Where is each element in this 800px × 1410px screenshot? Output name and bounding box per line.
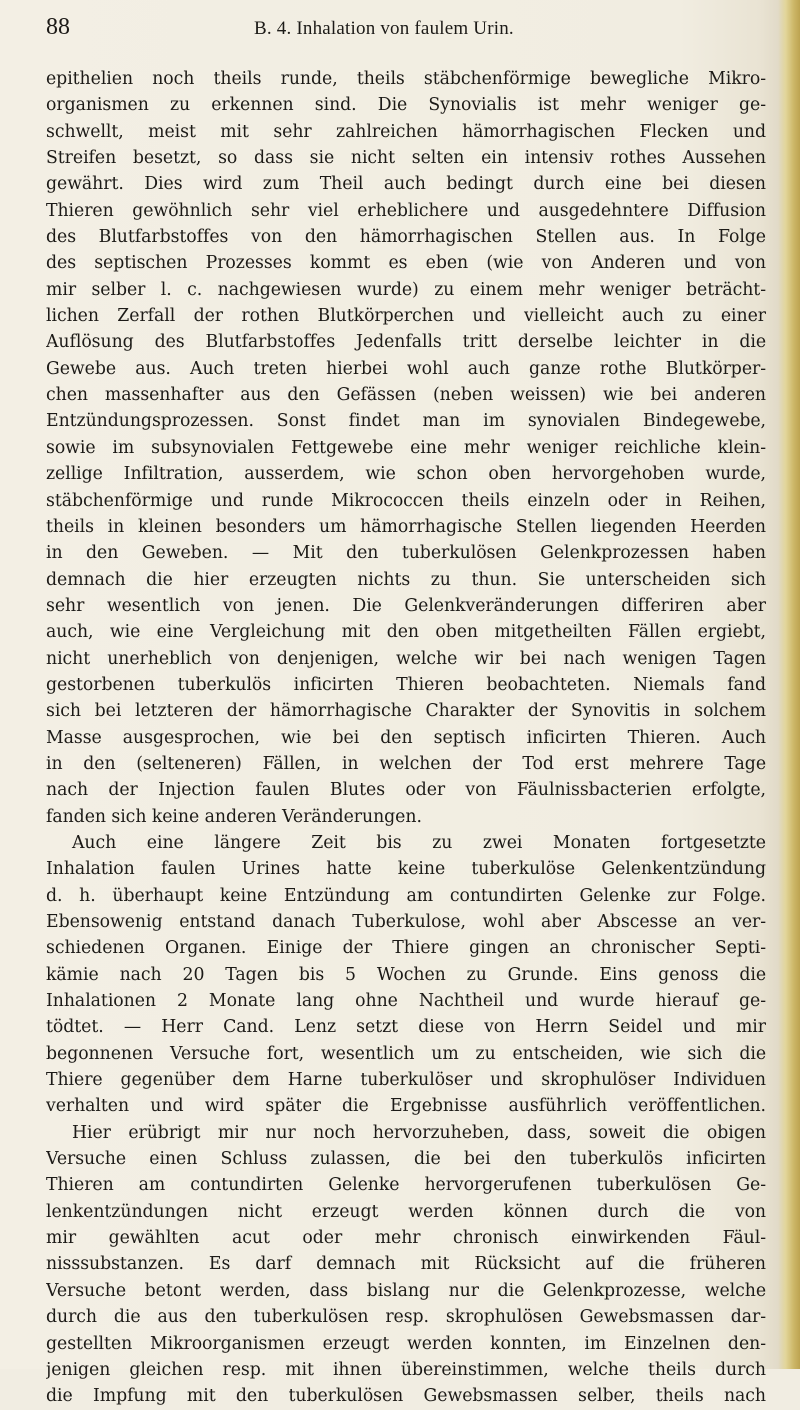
- text-line: Thiere gegenüber dem Harne tuberkulöser und skrophulöser Individuen: [46, 1070, 766, 1091]
- body-text: [46, 66, 766, 1410]
- text-line: lenkentzündungen nicht erzeugt werden können durch die von: [46, 1201, 766, 1222]
- text-line: nicht unerheblich von denjenigen, welche wir bei nach wenigen Tagen: [46, 648, 766, 669]
- text-line: durch die aus den tuberkulösen resp. skrophulösen Gewebsmassen dar-: [46, 1307, 766, 1328]
- text-line: Gewebe aus. Auch treten hierbei wohl auch ganze rothe Blutkörper-: [46, 358, 766, 379]
- text-line: verhalten und wird später die Ergebnisse ausführlich veröffentlichen.: [46, 1096, 766, 1117]
- text-line: des septischen Prozesses kommt es eben (wie von Anderen und von: [46, 253, 766, 274]
- text-line: Masse ausgesprochen, wie bei den septisch inficirten Thieren. Auch: [46, 727, 766, 748]
- text-line: tödtet. — Herr Cand. Lenz setzt diese von Herrn Seidel und mir: [46, 1017, 766, 1038]
- text-line: gestellten Mikroorganismen erzeugt werden konnten, im Einzelnen den-: [46, 1333, 766, 1354]
- text-line: mir selber l. c. nachgewiesen wurde) zu einem mehr weniger beträcht-: [46, 279, 766, 300]
- text-line: stäbchenförmige und runde Mikrococcen theils einzeln oder in Reihen,: [46, 490, 766, 511]
- text-line: jenigen gleichen resp. mit ihnen übereinstimmen, welche theils durch: [46, 1359, 766, 1380]
- text-line: kämie nach 20 Tagen bis 5 Wochen zu Grunde. Eins genoss die: [46, 964, 766, 985]
- text-line: nisssubstanzen. Es darf demnach mit Rücksicht auf die früheren: [46, 1254, 766, 1275]
- text-line: Versuche einen Schluss zulassen, die bei den tuberkulös inficirten: [46, 1149, 766, 1170]
- text-line: in den (selteneren) Fällen, in welchen der Tod erst mehrere Tage: [46, 753, 766, 774]
- text-line: Inhalationen 2 Monate lang ohne Nachtheil und wurde hierauf ge-: [46, 991, 766, 1012]
- text-line: schwellt, meist mit sehr zahlreichen hämorrhagischen Flecken und: [46, 121, 766, 142]
- text-line: nach der Injection faulen Blutes oder von Fäulnissbacterien erfolgte,: [46, 780, 766, 801]
- text-line: organismen zu erkennen sind. Die Synovialis ist mehr weniger ge-: [46, 95, 766, 116]
- text-line: gestorbenen tuberkulös inficirten Thieren beobachteten. Niemals fand: [46, 674, 766, 695]
- text-line: mir gewählten acut oder mehr chronisch einwirkenden Fäul-: [46, 1228, 766, 1249]
- text-line: Entzündungsprozessen. Sonst findet man im synovialen Bindegewebe,: [46, 411, 766, 432]
- text-line: Thieren am contundirten Gelenke hervorgerufenen tuberkulösen Ge-: [46, 1175, 766, 1196]
- text-line: Inhalation faulen Urines hatte keine tuberkulöse Gelenkentzündung: [46, 859, 766, 880]
- text-line: fanden sich keine anderen Veränderungen.: [46, 806, 422, 827]
- text-line: des Blutfarbstoffes von den hämorrhagischen Stellen aus. In Folge: [46, 227, 766, 248]
- text-line: Versuche betont werden, dass bislang nur die Gelenkprozesse, welche: [46, 1280, 766, 1301]
- text-line: gewährt. Dies wird zum Theil auch bedingt durch eine bei diesen: [46, 174, 766, 195]
- page-edge-shadow: [778, 0, 800, 1369]
- text-line: sehr wesentlich von jenen. Die Gelenkveränderungen differiren aber: [46, 595, 766, 616]
- text-line: Thieren gewöhnlich sehr viel erheblichere und ausgedehntere Diffusion: [46, 200, 766, 221]
- text-line: begonnenen Versuche fort, wesentlich um zu entscheiden, wie sich die: [46, 1043, 766, 1064]
- text-line: d. h. überhaupt keine Entzündung am contundirten Gelenke zur Folge.: [46, 885, 766, 906]
- text-line: Ebensowenig entstand danach Tuberkulose, wohl aber Abscesse an ver-: [46, 912, 766, 932]
- text-line: Streifen besetzt, so dass sie nicht selten ein intensiv rothes Aussehen: [46, 148, 766, 169]
- page-number: 88: [46, 14, 70, 40]
- text-line: sowie im subsynovialen Fettgewebe eine mehr weniger reichliche klein-: [46, 437, 766, 458]
- text-line: zellige Infiltration, ausserdem, wie schon oben hervorgehoben wurde,: [46, 464, 766, 485]
- running-title: B. 4. Inhalation von faulem Urin.: [254, 18, 514, 39]
- text-line: Hier erübrigt mir nur noch hervorzuheben, dass, soweit die obigen: [72, 1122, 766, 1143]
- text-line: die Impfung mit den tuberkulösen Gewebsmassen selber, theils nach: [46, 1386, 766, 1407]
- text-line: schiedenen Organen. Einige der Thiere gingen an chronischer Septi-: [46, 938, 766, 959]
- text-line: epithelien noch theils runde, theils stäbchenförmige bewegliche Mikro-: [46, 69, 766, 89]
- text-line: demnach die hier erzeugten nichts zu thun. Sie unterscheiden sich: [46, 569, 766, 590]
- text-line: auch, wie eine Vergleichung mit den oben mitgetheilten Fällen ergiebt,: [46, 622, 766, 643]
- text-line: in den Geweben. — Mit den tuberkulösen Gelenkprozessen haben: [46, 543, 766, 564]
- text-line: chen massenhafter aus den Gefässen (neben weissen) wie bei anderen: [46, 385, 766, 406]
- page-header: [46, 14, 746, 54]
- text-line: Auch eine längere Zeit bis zu zwei Monaten fortgesetzte: [72, 832, 766, 853]
- text-line: Auflösung des Blutfarbstoffes Jedenfalls tritt derselbe leichter in die: [46, 332, 766, 353]
- text-line: sich bei letzteren der hämorrhagische Charakter der Synovitis in solchem: [46, 701, 766, 722]
- text-line: theils in kleinen besonders um hämorrhagische Stellen liegenden Heerden: [46, 516, 766, 537]
- text-line: lichen Zerfall der rothen Blutkörperchen und vielleicht auch zu einer: [46, 306, 766, 327]
